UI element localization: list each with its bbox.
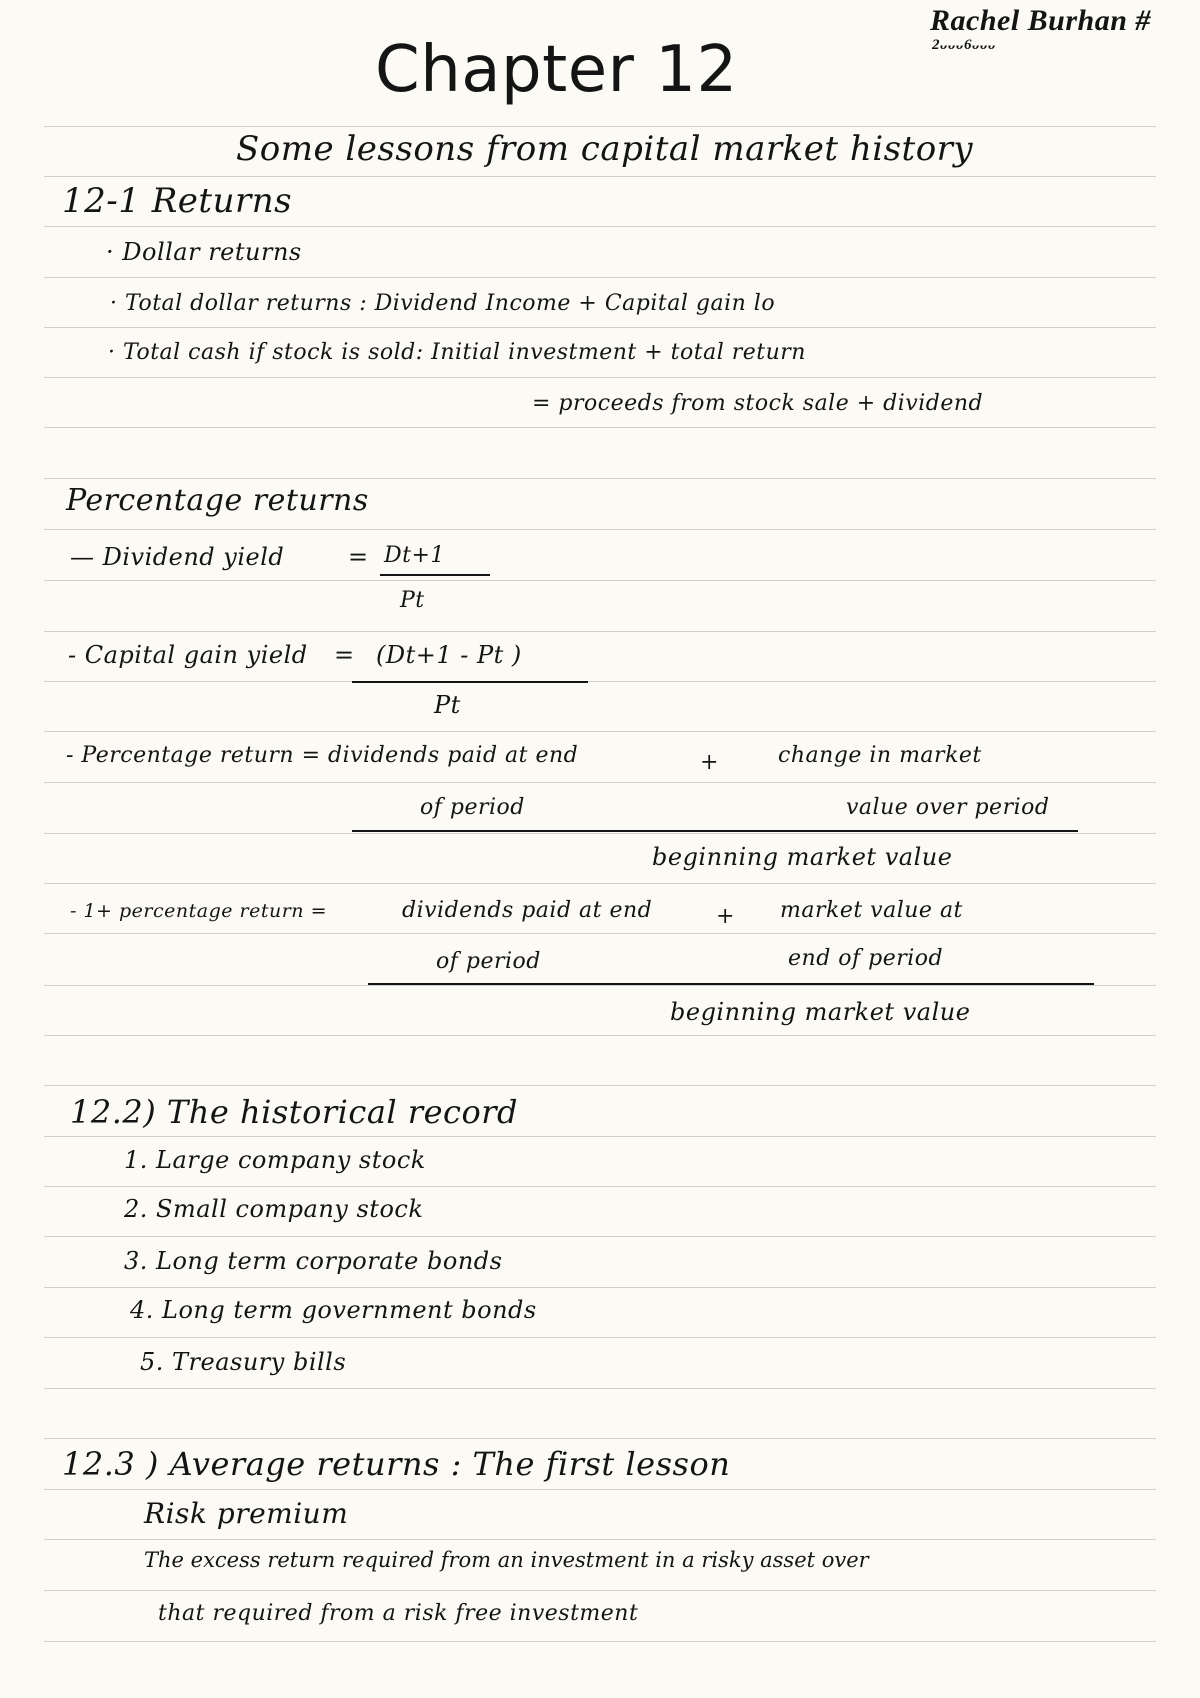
list-item: 3. Long term corporate bonds <box>124 1247 503 1275</box>
list-item: 2. Small company stock <box>124 1195 424 1223</box>
fraction-bar <box>352 830 1078 832</box>
list-item: = proceeds from stock sale + dividend <box>532 391 984 416</box>
ruled-line <box>44 631 1156 632</box>
ruled-line <box>44 681 1156 682</box>
percentage-return-label-cont: of period <box>420 795 525 820</box>
one-plus-return-plus: + <box>716 904 735 929</box>
ruled-line <box>44 1236 1156 1237</box>
risk-premium-definition: The excess return required from an investment in a risky asset over <box>144 1548 869 1572</box>
section-12-2-heading: 12.2) The historical record <box>70 1093 518 1131</box>
ruled-line <box>44 377 1156 378</box>
dividend-yield-label: — Dividend yield <box>70 543 285 571</box>
ruled-line <box>44 1136 1156 1137</box>
one-plus-return-num-left-1: dividends paid at end <box>402 898 653 923</box>
dividend-yield-denominator: Pt <box>400 588 425 613</box>
percentage-return-right-2: value over period <box>846 795 1050 820</box>
risk-premium-definition-cont: that required from a risk free investment <box>158 1601 639 1626</box>
fraction-bar <box>380 574 490 576</box>
one-plus-return-num-right-1: market value at <box>780 898 963 923</box>
ruled-line <box>44 478 1156 479</box>
ruled-line <box>44 126 1156 127</box>
ruled-line <box>44 277 1156 278</box>
capital-gain-yield-denominator: Pt <box>434 691 461 719</box>
fraction-bar <box>352 681 588 683</box>
risk-premium-term: Risk premium <box>144 1497 349 1530</box>
capital-gain-yield-equals: = <box>334 641 355 669</box>
percentage-return-label: - Percentage return = dividends paid at end <box>66 743 579 768</box>
author-name: Rachel Burhan # <box>930 4 1151 37</box>
list-item: · Total cash if stock is sold: Initial investment + total return <box>108 340 806 365</box>
percentage-returns-heading: Percentage returns <box>66 483 369 518</box>
ruled-line <box>44 883 1156 884</box>
one-plus-return-denominator: beginning market value <box>670 998 971 1026</box>
ruled-line <box>44 1489 1156 1490</box>
list-item: · Total dollar returns : Dividend Income + Capital gain lo <box>110 291 776 316</box>
dividend-yield-equals: = <box>348 543 369 571</box>
author-id: 2ᴗᴗᴗ6ᴗᴗᴗ <box>932 37 996 53</box>
percentage-return-plus: + <box>700 750 719 775</box>
ruled-line <box>44 1438 1156 1439</box>
ruled-line <box>44 1539 1156 1540</box>
ruled-line <box>44 782 1156 783</box>
ruled-line <box>44 176 1156 177</box>
percentage-return-right-1: change in market <box>778 743 982 768</box>
ruled-line <box>44 327 1156 328</box>
chapter-title: Chapter 12 <box>375 33 738 107</box>
section-12-3-heading: 12.3 ) Average returns : The first lesson <box>62 1445 731 1483</box>
ruled-line <box>44 933 1156 934</box>
ruled-line <box>44 580 1156 581</box>
ruled-line <box>44 985 1156 986</box>
dividend-yield-numerator: Dt+1 <box>384 543 445 568</box>
percentage-return-denominator: beginning market value <box>652 843 953 871</box>
ruled-line <box>44 1337 1156 1338</box>
capital-gain-yield-numerator: (Dt+1 - Pt ) <box>376 641 522 669</box>
ruled-line <box>44 1035 1156 1036</box>
list-item: 4. Long term government bonds <box>130 1296 537 1324</box>
ruled-line <box>44 226 1156 227</box>
list-item: · Dollar returns <box>106 238 302 266</box>
ruled-line <box>44 427 1156 428</box>
ruled-line <box>44 1186 1156 1187</box>
subtitle: Some lessons from capital market history <box>236 129 974 169</box>
list-item: 5. Treasury bills <box>140 1348 347 1376</box>
one-plus-return-label: - 1+ percentage return = <box>70 900 328 922</box>
one-plus-return-num-left-2: of period <box>436 949 541 974</box>
ruled-line <box>44 1641 1156 1642</box>
list-item: 1. Large company stock <box>124 1146 426 1174</box>
capital-gain-yield-label: - Capital gain yield <box>68 641 308 669</box>
ruled-line <box>44 529 1156 530</box>
ruled-line <box>44 731 1156 732</box>
ruled-line <box>44 833 1156 834</box>
ruled-line <box>44 1085 1156 1086</box>
one-plus-return-num-right-2: end of period <box>788 946 944 971</box>
section-12-1-heading: 12-1 Returns <box>62 181 293 221</box>
ruled-line <box>44 1287 1156 1288</box>
fraction-bar <box>368 983 1094 985</box>
ruled-line <box>44 1590 1156 1591</box>
ruled-line <box>44 1388 1156 1389</box>
